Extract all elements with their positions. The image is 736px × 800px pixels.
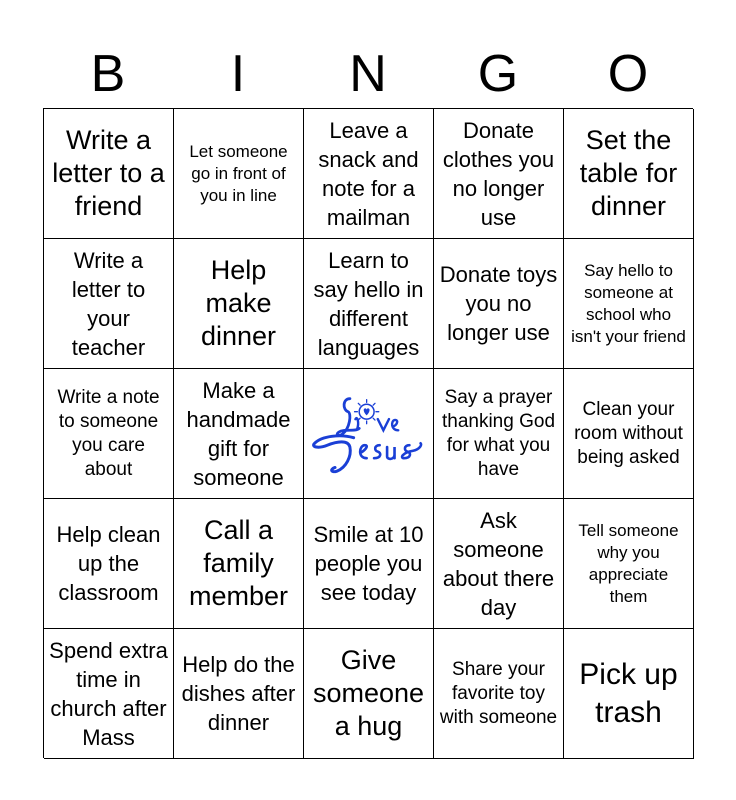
cell-text: Set the table for dinner	[579, 125, 678, 221]
bingo-cell[interactable]	[304, 499, 434, 629]
cell-text: Let someone go in front of you in line	[189, 141, 288, 205]
free-space[interactable]	[304, 369, 434, 499]
cell-text: Donate clothes you no longer use	[442, 117, 555, 230]
cell-text: Say hello to someone at school who isn't your friend	[571, 260, 686, 346]
cell-text: Say a prayer thanking God for what you have	[441, 386, 556, 480]
bingo-cell[interactable]	[44, 499, 174, 629]
cell-text: Help make dinner	[200, 255, 277, 351]
bingo-card	[43, 108, 693, 758]
header-letter-i: I	[230, 45, 246, 103]
bingo-cell[interactable]	[564, 239, 694, 369]
cell-text: Give someone a hug	[312, 645, 425, 741]
bingo-cell[interactable]	[44, 239, 174, 369]
bingo-cell[interactable]	[44, 109, 174, 239]
cell-text: Write a letter to a friend	[52, 125, 165, 221]
bingo-cell[interactable]	[564, 369, 694, 499]
header-letter-n: N	[349, 45, 387, 103]
bingo-cell[interactable]	[304, 629, 434, 759]
cell-text: Help clean up the classroom	[56, 522, 161, 605]
cell-text: Clean your room without being asked	[574, 398, 683, 468]
cell-text: Share your favorite toy with someone	[439, 658, 558, 728]
bingo-header	[43, 40, 693, 108]
cell-text: Make a handmade gift for someone	[186, 377, 291, 490]
cell-text: Donate toys you no longer use	[439, 262, 558, 345]
bingo-cell[interactable]	[174, 109, 304, 239]
cell-text: Help do the dishes after dinner	[181, 652, 296, 735]
cell-text: Tell someone why you appreciate them	[578, 520, 679, 606]
bingo-cell[interactable]	[434, 369, 564, 499]
bingo-cell[interactable]	[564, 499, 694, 629]
cell-text: Pick up trash	[579, 657, 678, 729]
cell-text: Ask someone about there day	[442, 507, 555, 620]
bingo-cell[interactable]	[304, 109, 434, 239]
bingo-cell[interactable]	[434, 629, 564, 759]
header-letter-o: O	[607, 45, 649, 103]
bingo-cell[interactable]	[174, 369, 304, 499]
bingo-cell[interactable]	[434, 499, 564, 629]
bingo-cell[interactable]	[174, 629, 304, 759]
bingo-cell[interactable]	[564, 629, 694, 759]
bingo-cell[interactable]	[174, 499, 304, 629]
cell-text: Smile at 10 people you see today	[313, 522, 424, 605]
bingo-cell[interactable]	[44, 629, 174, 759]
cell-text: Write a note to someone you care about	[57, 386, 160, 480]
cell-text: Spend extra time in church after Mass	[49, 637, 168, 750]
bingo-cell[interactable]	[434, 109, 564, 239]
bingo-cell[interactable]	[434, 239, 564, 369]
bingo-cell[interactable]	[44, 369, 174, 499]
bingo-cell[interactable]	[564, 109, 694, 239]
header-letter-b: B	[90, 45, 126, 103]
live-jesus-logo	[309, 388, 428, 480]
bingo-cell[interactable]	[174, 239, 304, 369]
header-letter-g: G	[477, 45, 519, 103]
cell-text: Learn to say hello in different languages	[313, 247, 424, 360]
cell-text: Call a family member	[188, 515, 289, 611]
cell-text: Write a letter to your teacher	[71, 247, 146, 360]
cell-text: Leave a snack and note for a mailman	[318, 117, 419, 230]
bingo-cell[interactable]	[304, 239, 434, 369]
